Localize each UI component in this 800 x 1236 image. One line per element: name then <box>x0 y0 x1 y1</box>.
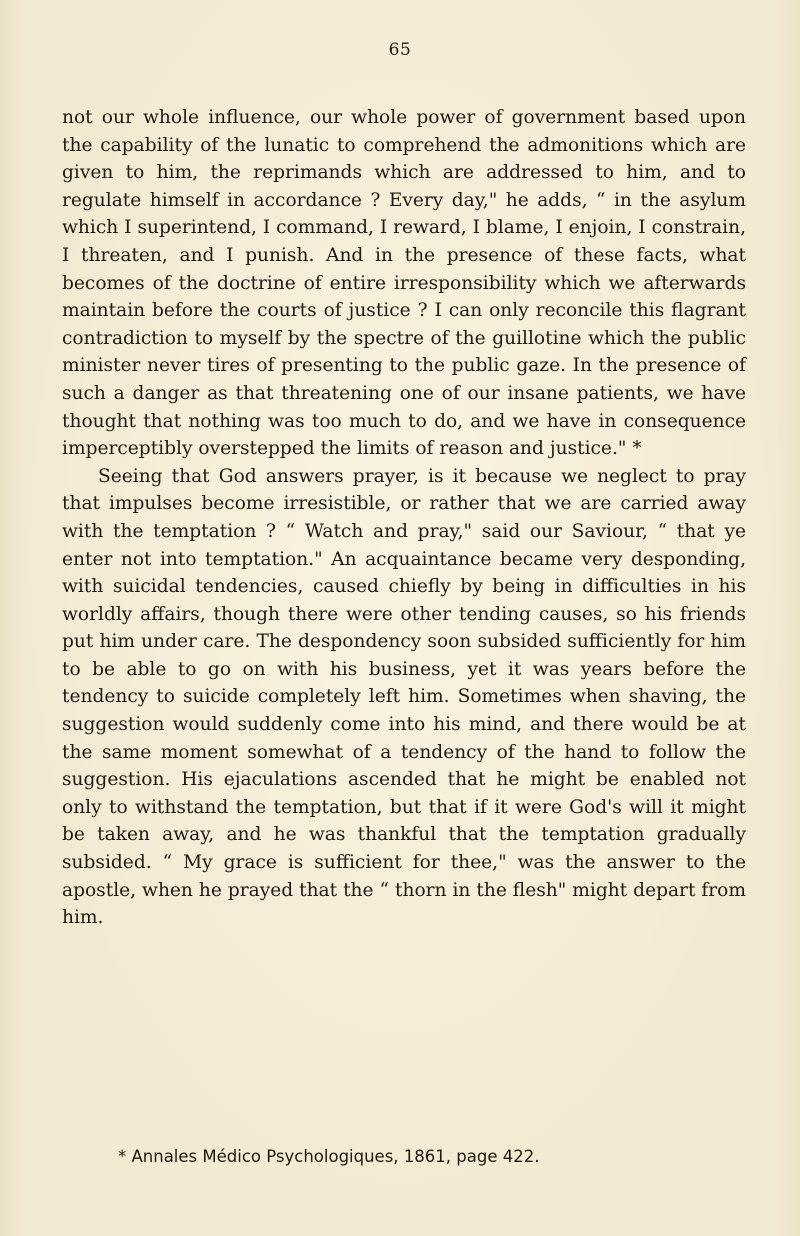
body-text <box>62 104 746 932</box>
paragraph-1: not our whole influence, our whole power of government based upon the capability of the lunatic to comprehend the admonitions which are given to him, the reprimands which are addressed to him, and to regulate himself in accordance ? Every day," he adds, “ in the asylum which I superintend, I command, I reward, I blame, I enjoin, I constrain, I threaten, and I punish. And in the presence of these facts, what becomes of the doctrine of entire irresponsibility which we afterwards maintain before the courts of justice ? I can only reconcile this flagrant contradiction to myself by the spectre of the guillotine which the public minister never tires of presenting to the public gaze. In the presence of such a danger as that threatening one of our insane patients, we have thought that nothing was too much to do, and we have in consequence imperceptibly overstepped the limits of reason and justice." * <box>62 107 746 460</box>
page-number: 65 <box>388 40 412 60</box>
paragraph-2: Seeing that God answers prayer, is it because we neglect to pray that impulses become irresistible, or rather that we are carried away with the temptation ? “ Watch and pray," said our Saviour, “ that ye enter not into temptation." An acquaintance became very desponding, with suicidal tendencies, caused chiefly by being in difficulties in his worldly affairs, though there were other tending causes, so his friends put him under care. The despondency soon subsided sufficiently for him to be able to go on with his business, yet it was years before the tendency to suicide completely left him. Sometimes when shaving, the suggestion would suddenly come into his mind, and there would be at the same moment somewhat of a tendency of the hand to follow the suggestion. His ejaculations ascended that he might be enabled not only to withstand the temptation, but that if it were God's will it might be taken away, and he was thankful that the temptation gradually subsided. “ My grace is sufficient for thee," was the answer to the apostle, when he prayed that the “ thorn in the flesh" might depart from him. <box>62 465 746 929</box>
footnote: * Annales Médico Psychologiques, 1861, page 422. <box>118 1147 540 1166</box>
